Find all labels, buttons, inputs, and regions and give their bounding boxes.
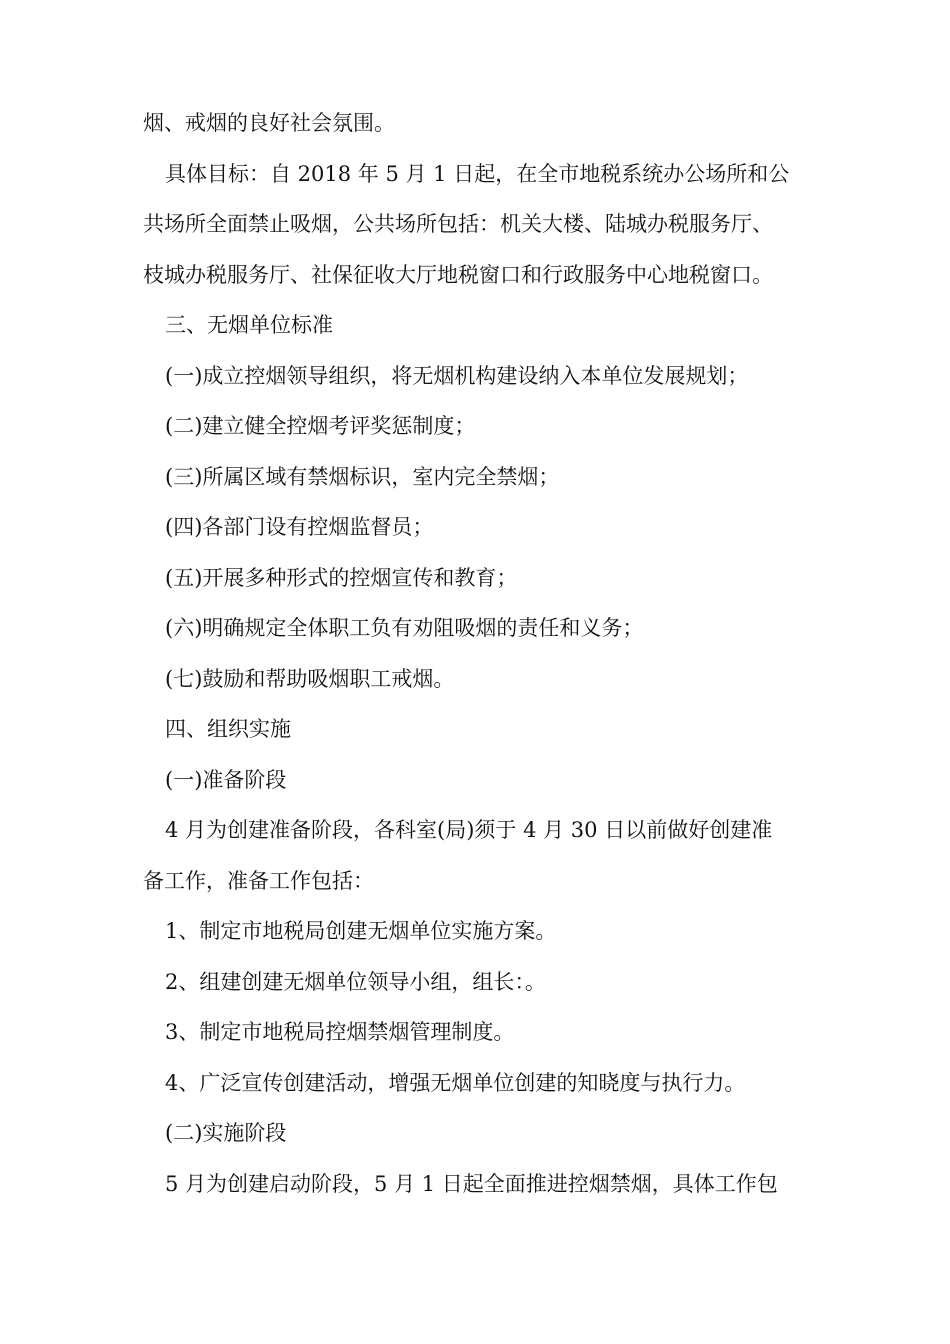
section-heading-4: 四、组织实施 xyxy=(165,717,291,741)
text-line-1: 烟、戒烟的良好社会氛围。 xyxy=(143,111,395,135)
step-item-3: 3、制定市地税局控烟禁烟管理制度。 xyxy=(165,1020,515,1044)
step-item-2: 2、组建创建无烟单位领导小组，组长：。 xyxy=(165,969,546,994)
step-item-4: 4、广泛宣传创建活动，增强无烟单位创建的知晓度与执行力。 xyxy=(165,1070,746,1095)
list-item-5: (五)开展多种形式的控烟宣传和教育； xyxy=(165,565,518,590)
list-item-4: (四)各部门设有控烟监督员； xyxy=(165,515,434,539)
text-line-5: 4 月为创建准备阶段，各科室(局)须于 4 月 30 日以前做好创建准 xyxy=(165,818,773,842)
list-item-1: (一)成立控烟领导组织，将无烟机构建设纳入本单位发展规划； xyxy=(165,363,749,388)
document-body xyxy=(143,98,813,1209)
text-line-7: 5 月为创建启动阶段，5 月 1 日起全面推进控烟禁烟，具体工作包 xyxy=(165,1171,778,1196)
text-line-6: 备工作，准备工作包括： xyxy=(143,868,374,893)
text-line-4: 枝城办税服务厅、社保征收大厅地税窗口和行政服务中心地税窗口。 xyxy=(143,262,773,287)
list-item-6: (六)明确规定全体职工负有劝阻吸烟的责任和义务； xyxy=(165,616,644,640)
section-heading-3: 三、无烟单位标准 xyxy=(165,313,333,337)
text-line-2: 具体目标：自 2018 年 5 月 1 日起，在全市地税系统办公场所和公 xyxy=(165,161,790,186)
list-item-3: (三)所属区域有禁烟标识，室内完全禁烟； xyxy=(165,464,560,489)
list-item-2: (二)建立健全控烟考评奖惩制度； xyxy=(165,414,476,438)
subsection-heading-2: (二)实施阶段 xyxy=(165,1121,287,1145)
text-line-3: 共场所全面禁止吸烟，公共场所包括：机关大楼、陆城办税服务厅、 xyxy=(143,212,773,236)
subsection-heading-1: (一)准备阶段 xyxy=(165,767,287,792)
list-item-7: (七)鼓励和帮助吸烟职工戒烟。 xyxy=(165,666,455,691)
step-item-1: 1、制定市地税局创建无烟单位实施方案。 xyxy=(165,919,557,943)
